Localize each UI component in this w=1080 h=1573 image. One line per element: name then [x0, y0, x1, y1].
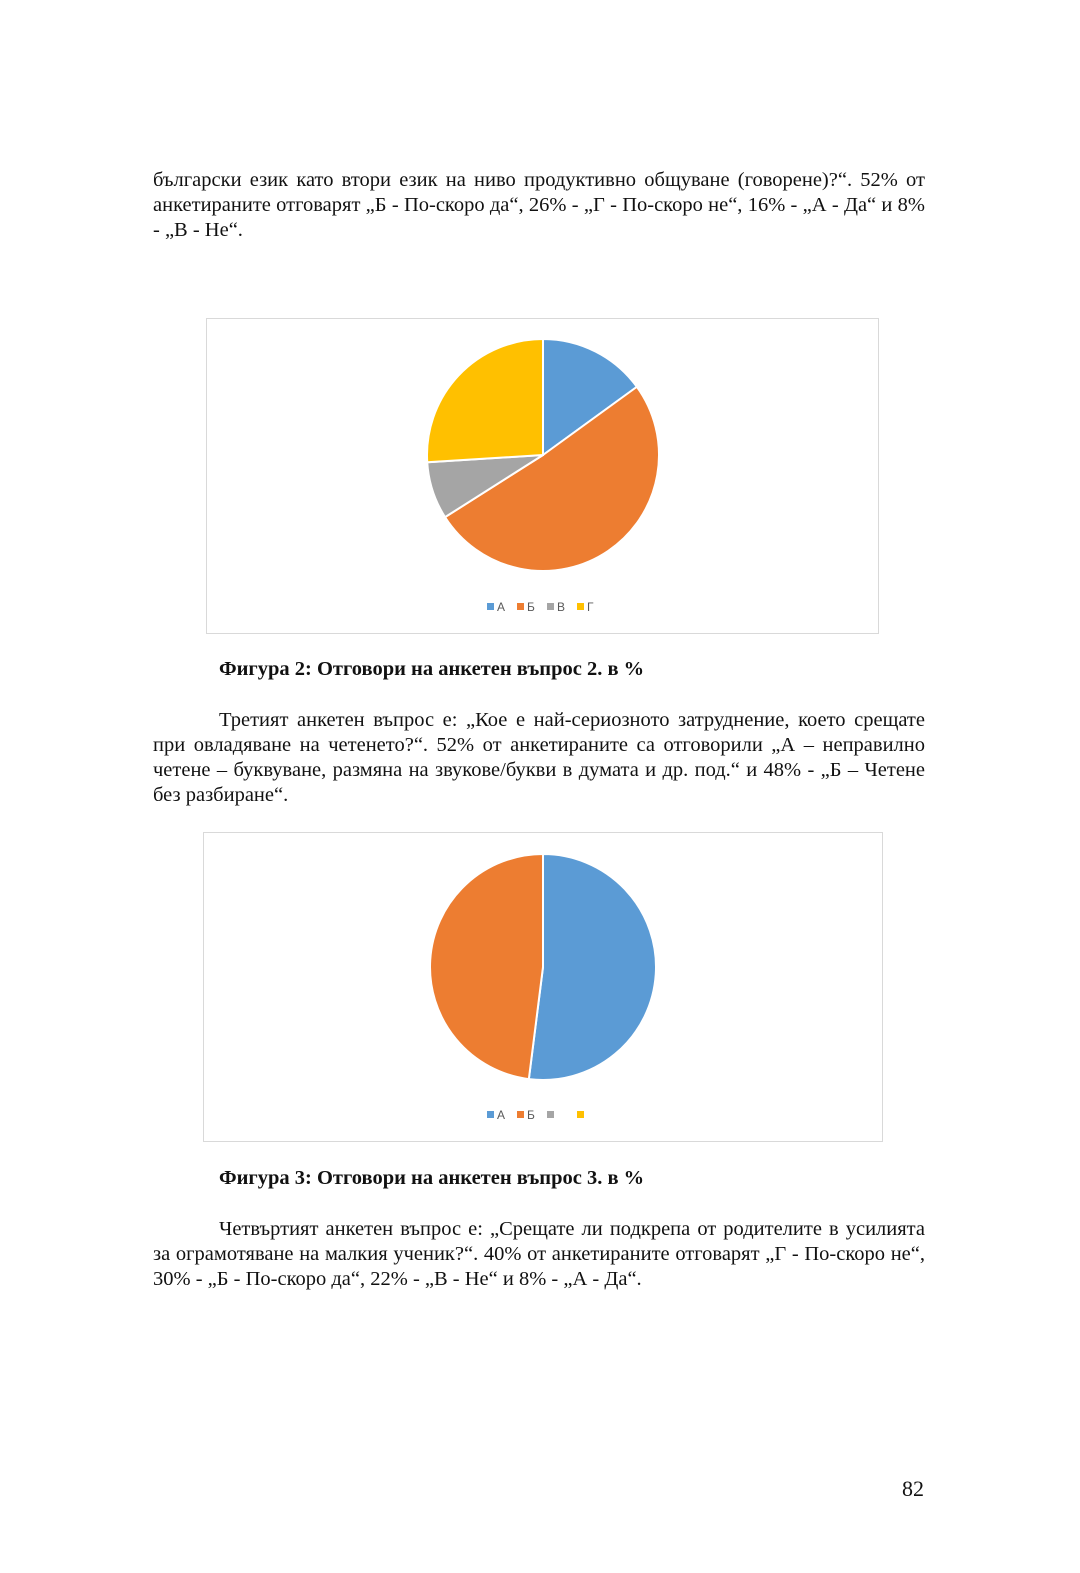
figure-3-pie-chart — [204, 833, 882, 1141]
pie-slice-3 — [427, 339, 543, 462]
legend-label-0: А — [497, 1108, 506, 1122]
paragraph-2: Третият анкетен въпрос е: „Кое е най-сериозното затруднение, което срещате при овладяване на четенето?“. 52% от анкетираните са отговорили „А – неправилно четене – буквуване, размяна на звукове/букви в думата и др. под.“ и 48% - „Б – Четене без разбиране“. — [153, 709, 925, 806]
page-number: 82 — [902, 1476, 924, 1501]
paragraph-1: български език като втори език на ниво продуктивно общуване (говорене)?“. 52% от анкетираните отговарят „Б - По-скоро да“, 26% - „Г - По-скоро не“, 16% - „А - Да“ и 8% - „В - Не“. — [153, 169, 925, 241]
pie-slice-1 — [430, 854, 543, 1079]
legend-swatch-1 — [517, 1111, 524, 1118]
figure-3-caption: Фигура 3: Отговори на анкетен въпрос 3. в % — [219, 1167, 645, 1189]
legend-swatch-0 — [487, 603, 494, 610]
legend-label-1: Б — [527, 1108, 535, 1122]
legend-swatch-2 — [547, 1111, 554, 1118]
legend-label-2: В — [557, 600, 566, 614]
figure-2-caption: Фигура 2: Отговори на анкетен въпрос 2. в % — [219, 658, 645, 680]
legend-swatch-3 — [577, 603, 584, 610]
figure-2-chart — [206, 318, 879, 634]
legend-label-0: А — [497, 600, 506, 614]
legend-swatch-1 — [517, 603, 524, 610]
pie-slice-0 — [529, 854, 656, 1080]
figure-2-pie-chart — [207, 319, 878, 633]
legend-swatch-3 — [577, 1111, 584, 1118]
legend-swatch-2 — [547, 603, 554, 610]
legend-swatch-0 — [487, 1111, 494, 1118]
paragraph-3: Четвъртият анкетен въпрос е: „Срещате ли подкрепа от родителите в усилията за ограмотяване на малкия ученик?“. 40% от анкетираните отговарят „Г - По-скоро не“, 30% - „Б - По-скоро да“, 22% - „В - Не“ и 8% - „А - Да“. — [153, 1218, 925, 1290]
figure-3-chart — [203, 832, 883, 1142]
legend-label-1: Б — [527, 600, 535, 614]
legend-label-3: Г — [587, 600, 594, 614]
